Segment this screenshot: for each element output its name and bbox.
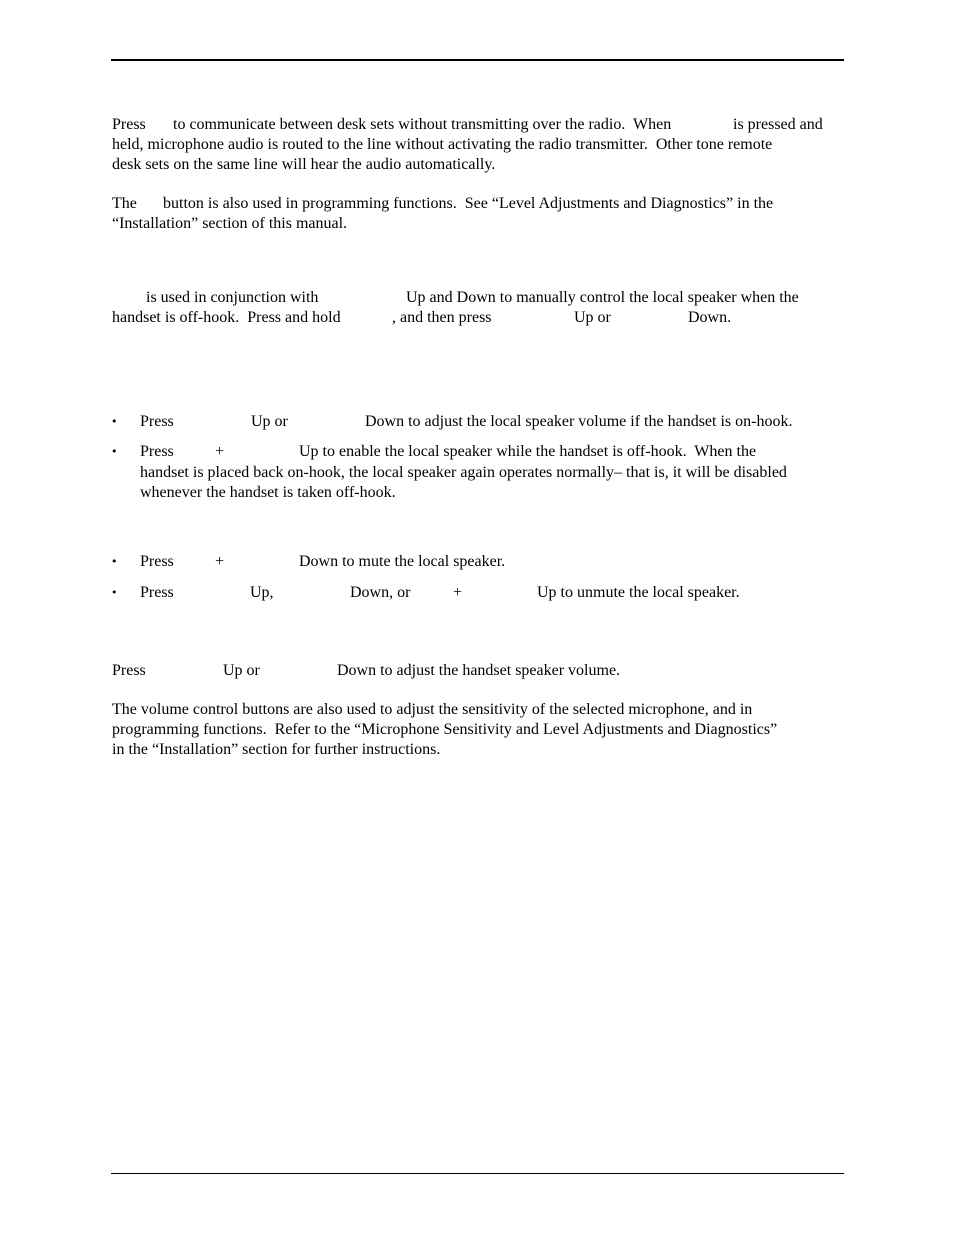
intercom-p2-l1a: The [112,195,137,212]
ls-b2-l3: whenever the handset is taken off-hook. [140,484,396,501]
bullet-2: • [111,445,118,458]
intercom-p1-l1a: Press [112,116,146,133]
ls-b4-c: Down, or [350,584,411,601]
ls-b2-c: Up to enable the local speaker while the handset is off-hook. When the [299,443,757,460]
intercom-p1-l1b: to communicate between desk sets without transmitting over the radio. When [173,116,672,133]
ls-b4-b: Up, [250,584,274,601]
function-p1-l1a: is used in conjunction with [146,289,319,306]
hs-p1-b: Up or [223,662,260,679]
hs-p2-l3: in the “Installation” section for further instructions. [112,741,441,758]
ls-b2-a: Press [140,443,174,460]
hs-p1-c: Down to adjust the handset speaker volume. [337,662,621,679]
intercom-p2-l1b: button is also used in programming functions. See “Level Adjustments and Diagnostics” in the [163,195,774,212]
ls-b2-b: + [215,443,225,460]
intercom-p2-l2: “Installation” section of this manual. [112,215,348,232]
header-rule [111,59,844,61]
ls-b3-b: + [215,553,225,570]
function-p1-l1b: Up and Down to manually control the local speaker when the [406,289,799,306]
ls-b4-e: Up to unmute the local speaker. [537,584,740,601]
ls-b2-l2: handset is placed back on-hook, the local speaker again operates normally– that is, it will be disabled [140,464,787,481]
function-p1-l2b: , and then press [392,309,492,326]
ls-b1-c: Down to adjust the local speaker volume if the handset is on-hook. [365,413,793,430]
ls-b1-a: Press [140,413,174,430]
function-p1-l2c: Up or [574,309,611,326]
ls-b4-d: + [453,584,463,601]
hs-p2-l1: The volume control buttons are also used to adjust the sensitivity of the selected microphone, and in [112,701,753,718]
intercom-p1-l3: desk sets on the same line will hear the audio automatically. [112,156,496,173]
bullet-4: • [111,586,118,599]
bullet-1: • [111,415,118,428]
ls-b4-a: Press [140,584,174,601]
bullet-3: • [111,555,118,568]
intercom-p1-l1c: is pressed and [733,116,823,133]
hs-p1-a: Press [112,662,146,679]
ls-b3-c: Down to mute the local speaker. [299,553,506,570]
ls-b3-a: Press [140,553,174,570]
intercom-p1-l2: held, microphone audio is routed to the line without activating the radio transmitter. Other tone remote [112,136,773,153]
function-p1-l2a: handset is off-hook. Press and hold [112,309,341,326]
hs-p2-l2: programming functions. Refer to the “Microphone Sensitivity and Level Adjustments and Diagnostics” [112,721,778,738]
function-p1-l2d: Down. [688,309,732,326]
ls-b1-b: Up or [251,413,288,430]
footer-rule [111,1173,844,1174]
